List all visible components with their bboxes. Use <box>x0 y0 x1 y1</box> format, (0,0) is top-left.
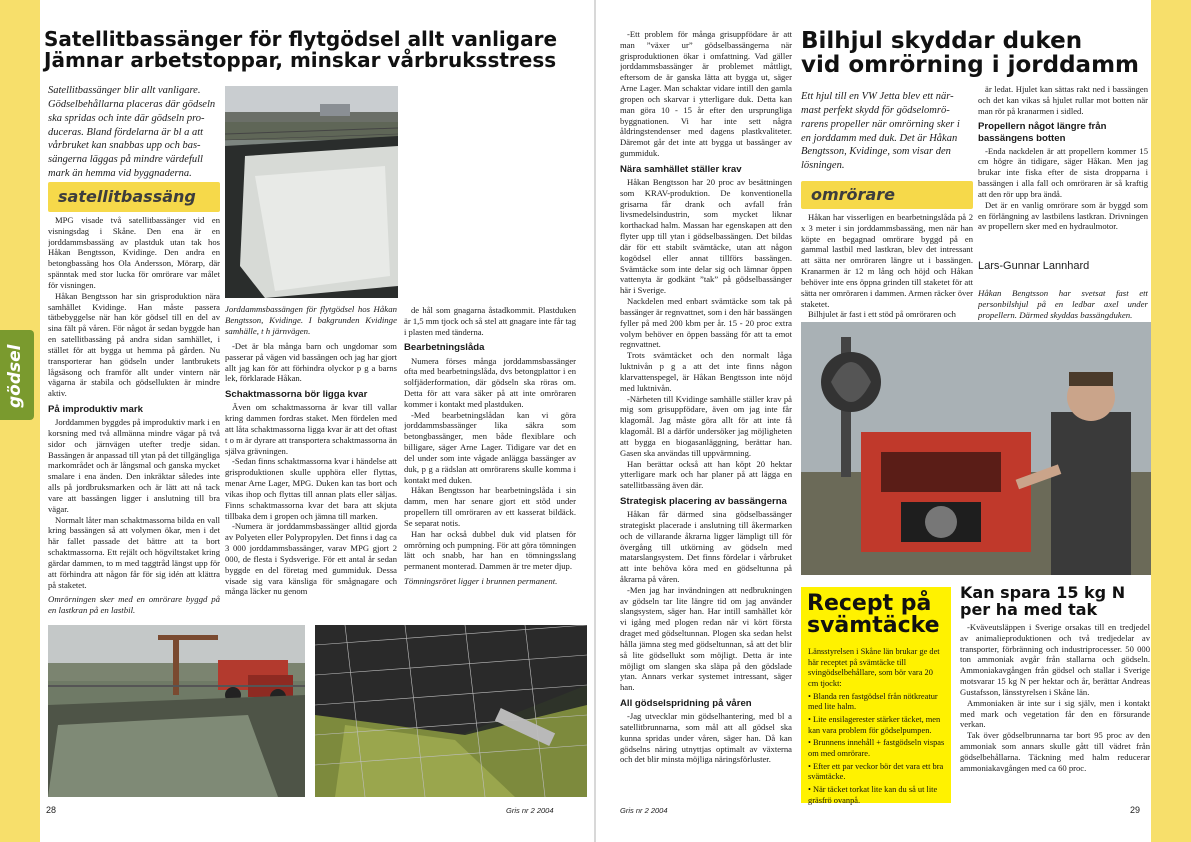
paragraph: -Ett problem för många grisuppfödare är att man ”växer ur” gödselbassängerna när grisproduktionen ökar i omfattning. Vad gäller jorddammsbassänger är problemet måttligt, eftersom de är ganska lätta att bygga ut, säger Arne Lager. Man schaktar vidare intill den gamla gropen och skarvar i ytterligare duk. Detta kan man göra 10 - 15 år efter den ursprungliga byggnationen. Vi har inte sett några åldringstendenser med dagens plastkvaliteter. Däremot går det inte att bygga ut bassänger av gummiduk. <box>620 29 792 159</box>
recept-item: • När täcket torkat lite kan du så ut lite gräsfrö ovanpå. <box>808 785 938 805</box>
photo-omrorare-hjul <box>801 322 1151 575</box>
recept-body <box>808 647 945 808</box>
lead-line: Bengtsson, Kvidinge, som visar den <box>801 146 951 158</box>
paragraph: Ammoniaken är inte sur i sig själv, men i kontakt med mark och vegetation får den en försurande verkan. <box>960 697 1150 730</box>
recept-intro: Länsstyrelsen i Skåne län brukar ge det här receptet på svämtäcke till svingödselbehållare, som bör vara 20 cm tjockt: <box>808 647 940 689</box>
recept-item: • Brunnens innehåll + fastgödseln vispas om med omrörare. <box>808 738 945 759</box>
section-tab-godsel <box>0 330 34 420</box>
lead-line: Satellitbassänger blir allt vanligare. <box>48 85 201 96</box>
paragraph: Bilhjulet är fast i ett stöd på omröraren och <box>808 309 956 320</box>
subheading: All gödselspridning på våren <box>620 698 752 710</box>
paragraph: Håkan Bengtsson har bearbetningslåda i sin damm, men har senare gjort ett stöd under propellern till omröraren av ett kasserat bildäck. Se separat notis. <box>404 485 576 528</box>
photo-omrorare-hjul-image <box>801 322 1151 575</box>
right-headline-line-2: vid omrörning i jorddamm <box>801 52 1140 79</box>
paragraph: -Med bearbetningslådan kan vi göra jorddammsbassänger lika säkra som betongbassänger, men både flexiblare och billigare, säger Arne Lager. Tidigare var det en del under som inte vågade anlägga bassänger av duk, p g a rädslan att omrörarens skulle komma i kontakt med duken. <box>404 409 576 485</box>
paragraph: -Kväveutsläppen i Sverige orsakas till en tredjedel av animalieproduktionen och två tredjedelar av transporter, förbränning och industriprocesser. 50 000 ton ammoniak avgår från stallarna och gödseln. Ammoniakavgången från gödsel och stallar i Sverige motsvarar 15 kg N per hektar och år, berättar Andreas Gustafsson, länsstyrelsen i Skåne län. <box>960 622 1150 697</box>
photo-caption: Håkan Bengtsson har svetsat fast ett personbilshjul på en ledbar axel under propellern. Därmed skyddas bassängduken. <box>978 288 1148 320</box>
section-tab-label: gödsel <box>5 344 25 408</box>
left-headline-line-1: Satellitbassänger för flytgödsel allt vanligare <box>44 27 558 51</box>
paragraph: är ledat. Hjulet kan sättas rakt ned i bassängen och det kan vikas så hjulet rullar mot botten när man rör på kranarmen i sidled. <box>978 84 1148 116</box>
paragraph: Nackdelen med enbart svämtäcke som tak på bassänger är regnvattnet, som i den här bassängen fyller på med 200 kbm per år. 15 - 20 proc extra volym behöver en öppen bassäng för att ta emot regnvattnet. <box>620 296 792 350</box>
footer-right: Gris nr 2 2004 <box>620 806 668 815</box>
lead-line: rarens propeller när omrörning sker i <box>801 118 960 130</box>
right-lead <box>801 90 973 173</box>
paragraph: Det är en vanlig omrörare som är byggd som en förlängning av lastbilens lastkran. Drivningen av propellern sker med en hydraulmotor. <box>978 199 1148 232</box>
recept-item: • Blanda ren fastgödsel från nötkreatur med lite halm. <box>808 691 938 712</box>
paragraph: Håkan Bengtsson har 20 proc av besättningen som KRAV-produktion. De konventionella grisarna får drank och avfall från livsmedelsindustrin, som mycket liknar korthackad halm. Massan har egenskapen att den flyter upp till ytan i gödselbassängen. Det bildas där för ett stabilt svämtäcke, utan att någon kogödsel eller annat tillförs bassängen. Svämtäcke som inte delar sig och lämnar öppen vattenyta är godkänt ”tak” på gödselbassänger här i Sverige. <box>620 176 792 296</box>
tag-label: satellitbassäng <box>58 187 196 206</box>
kan-spara-headline <box>960 585 1150 619</box>
paragraph: Numera förses många jorddammsbassänger ofta med bearbetningslåda, dvs betongplattor i en solfjäderformation, där gödseln ska röras om. Detta för att vara säker på att inte omröraren kommer i kontakt med plastduken. <box>404 355 576 409</box>
recept-title-line-2: svämtäcke <box>807 613 940 639</box>
paragraph: Normalt låter man schaktmassorna bilda en vall kring bassängen så att volymen ökar, men i det här fallet passade det bättre att ta bort schaktmassorna. Ett rejält och högviltstaket kring gärdar dammen, to m med taggtråd längst upp för att förhindra att någon får för sig idén att klättra på staketet. <box>48 514 220 590</box>
paragraph: Håkan har visserligen en bearbetningslåda på 2 x 3 meter i sin jorddammsbassäng, men när han köpte en begagnad omrörare byggd på en gammal lastbil med lastkran, blev det intressant att sätta ner omröraren längre ut i bassängen. Kranarmen är 12 m lång och höjd och Håkan behöver inte ens öppna grinden till staketet för att sätta ner omröraren i dammen. Armen räcker över staketet. <box>801 212 973 309</box>
recept-title <box>807 593 940 638</box>
paragraph: -Det är bla många barn och ungdomar som passerar på vägen vid bassängen och jag har gjort allt jag kan för att förhindra olyckor p g a barns lek, förklarade Håkan. <box>225 340 397 384</box>
paragraph: -Jag utvecklar min gödselhantering, med bl a satellitbrunnarna, som mål att all gödsel ska kunna spridas under våren, säger han. Då kan gödselns näring utnyttjas optimalt av växterna och det blir minsta möjliga näringsförluster. <box>620 711 792 765</box>
subheading: Strategisk placering av bassängerna <box>620 495 787 507</box>
subheading: Bearbetningslåda <box>404 342 485 354</box>
paragraph: Jorddammen byggdes på improduktiv mark i en korsning med två allmänna mindre vägar på två sidor och järnvägen utefter tredje sidan. Bassängen är anpassad till ytan på det tillgängliga markområdet och är långsmal och ganska mycket smalare i ena änden. Den inkräktar således inte alls på jordbruksmarken och är lätt att nå tack vare att bassängen ligger i anslutning till bra vägar. <box>48 417 220 514</box>
author-byline: Lars-Gunnar Lannhard <box>978 260 1090 272</box>
photo-truck-basin <box>48 625 305 797</box>
paragraph: Även om schaktmassorna är kvar till vallar kring dammen fordras staket. Men fördelen med att låta schaktmassorna ligga kvar är att det oftast t o m är dyrare att transportera schaktmassorna än själva grävningen. <box>225 402 397 456</box>
left-col-2 <box>225 300 397 620</box>
left-headline-line-2: Jämnar arbetstoppar, minskar vårbruksstress <box>44 48 557 72</box>
paragraph: -Numera är jorddammsbassänger alltid gjorda av Polyeten eller Polypropylen. Det finns i dag ca 3 000 jorddammsbassänger, varav MPG gjort 2 000, de flesta i Sydsverige. För ett antal år sedan byggde en del företag med gummiduk. Dessa visade sig vara känsliga för smågnagare och många läcker nu genom <box>225 521 397 597</box>
recept-item: • Efter ett par veckor bör det vara ett bra svämtäcke. <box>808 761 944 782</box>
right-headline-line-1: Bilhjul skyddar duken <box>801 28 1083 54</box>
recept-item: • Lite ensilagerester stärker täcket, men kan vara problem för gödselpumpen. <box>808 715 941 735</box>
tag-label: omrörare <box>811 185 895 204</box>
subheading: Schaktmassorna bör ligga kvar <box>225 389 368 401</box>
kan-spara-headline-line-2: per ha med tak <box>960 599 1098 619</box>
lead-line: Ett hjul till en VW Jetta blev ett när- <box>801 91 954 102</box>
lead-line: ska spridas och inte där gödseln pro- <box>48 112 205 124</box>
caption: Tömningsröret ligger i brunnen permanent. <box>404 576 558 587</box>
lead-line: mark än hemma vid byggnaderna. <box>48 168 192 180</box>
left-yellow-margin <box>0 0 40 842</box>
kan-spara-body <box>960 622 1150 802</box>
right-col-2-top <box>801 212 973 320</box>
right-yellow-margin <box>1151 0 1191 842</box>
paragraph: de hål som gnagarna åstadkommit. Plastduken är 1,5 mm tjock och så stel att gnagare inte får tag i plasten med tänderna. <box>404 305 576 337</box>
lead-line: sängerna läggas på mindre värdefull <box>48 154 203 166</box>
lead-line: duceras. Bland fördelarna är bl a att <box>48 126 204 138</box>
right-col-1 <box>620 29 792 801</box>
paragraph: Trots svämtäcket och den normalt låga luktnivån p g a att det inte finns någon klarvattenspegel, är Håkan Bengtsson inte nöjd med luktnivån. <box>620 350 792 393</box>
paragraph: -Sedan finns schaktmassorna kvar i händelse att grisproduktionen skulle upphöra eller flyttas, menar Arne Lager, MPG. Duken kan tas bort och vikas ihop och flyttas till annan plats eller säljas. Finns schaktmassorna kvar det bara att skjuta tillbaka dem i gropen och jämna till marken. <box>225 456 397 521</box>
recept-title-line-1: Recept på <box>807 591 932 616</box>
kan-spara-headline-line-1: Kan spara 15 kg N <box>960 583 1126 602</box>
left-headline <box>44 29 584 71</box>
page-number-right: 29 <box>1130 805 1141 815</box>
left-col-3 <box>404 305 576 620</box>
omrorare-tag <box>801 181 973 209</box>
paragraph: Håkan Bengtsson har sin grisproduktion nära samhället Kvidinge. Han måste passera tätbebyggelse när han kör gödsel till en del av sina fält på våren. För något år sedan byggde han en satellitbassäng på andra sidan samhället, i stället för att bygga ut hemma på gården. Nu transporterar han gödseln under lantbrukets lågsäsong och framför allt under vintern när vägarna är stabila och gödsellukten är mindre aktiv. <box>48 290 220 399</box>
right-page <box>596 0 1191 842</box>
paragraph: -Men jag har invändningen att nedbrukningen av gödseln tar lite längre tid om jag använder slangsystem, säger han. Har intill samhället kör vi igång med plogen redan när vi kört första draget med gödseltunnan. Plogen ska sedan helst hålla jämna steg med gödseltunnan, så att det blir så lite gödsellukt som möjligt. Detta är inte möjligt om slangen ska släpa på den gödslade ytan. Annars verkar systemet intressant, säger han. <box>620 584 792 693</box>
paragraph: Han berättar också att han köpt 20 hektar ytterligare mark och har planer på att lägga en satellitbassäng även där. <box>620 458 792 491</box>
paragraph: Håkan får därmed sina gödselbassänger strategiskt placerade i anslutning till åkermarken och de villarande åkrarna ligger lämpligt till för övergång till utkörning av gödseln med matarslangsystem. Det finns fördelar i vårbruket att inte behöva köra med en gödseltunna på åkrarna på våren. <box>620 509 792 584</box>
right-headline <box>801 29 1146 77</box>
paragraph: Han har också dubbel duk vid platsen för omrörning och pumpning. För att göra tömningen lätt och snabb, har han en tömningsslang permanent monterad. Dammen är tre meter djup. <box>404 528 576 572</box>
subheading: Propellern något längre från bassängens botten <box>978 121 1107 144</box>
page-number-left: 28 <box>46 805 57 815</box>
paragraph: MPG visade två satellitbassänger vid en visningsdag i Skåne. Den ena är en jorddammsbassäng av plastduk utan tak hos Håkan Bengtsson, Kvidinge. Den andra en betongbassäng hos Ola Andersson, Mörarp, där spänntak med stor lucka för omrörare var målet för visningen. <box>48 215 220 290</box>
lead-line: mast perfekt skydd för gödselomrö- <box>801 104 950 116</box>
subheading: Nära samhället ställer krav <box>620 163 742 175</box>
satellitbassang-tag <box>48 182 220 212</box>
lead-line: Gödselbehållarna placeras där gödseln <box>48 98 216 110</box>
recept-box <box>801 587 951 803</box>
lead-line: vårbruket kan snabbas upp och bas- <box>48 140 201 152</box>
photo-truck-basin-image <box>48 625 305 797</box>
right-col-3-top <box>978 84 1148 254</box>
paragraph: -Närheten till Kvidinge samhälle ställer krav på mig som grisuppfödare, även om jag inte får klagomål. Jag måste göra allt för att inte få klagomål. Bl a därför undersöker jag möjligheten att bygga en biogasanläggning, berättar han. Gasen ska användas till uppvärmning. <box>620 393 792 458</box>
footer-left: Gris nr 2 2004 <box>506 806 554 815</box>
paragraph: -Enda nackdelen är att propellern kommer 15 cm högre än tidigare, säger Håkan. Men jag brukar inte fiska efter de sista dropparna i bassängen i alla fall och omröraren är så kraftig att den rör upp bra ändå. <box>978 145 1148 199</box>
left-lead <box>48 84 222 181</box>
photo-jorddamm <box>225 86 398 298</box>
subheading: På improduktiv mark <box>48 404 143 416</box>
photo-pipe-image <box>315 625 587 797</box>
photo-pipe <box>315 625 587 797</box>
lead-line: en jorddamm med duk. Det är Håkan <box>801 132 958 144</box>
caption: Omrörningen sker med en omrörare byggd på en lastkran på en lastbil. <box>48 594 220 615</box>
right-photo-caption-box <box>978 284 1148 324</box>
paragraph: Tak över gödselbrunnarna tar bort 95 proc av den ammoniak som annars skulle gått till vädret från gödselbehållarna. Täckning med halm reducerar ammoniakavgången med ca 60 proc. <box>960 730 1150 773</box>
left-col-1 <box>48 215 220 615</box>
photo-caption: Jorddammsbassängen för flytgödsel hos Håkan Bengtsson, Kvidinge. I bakgrunden Kvidinge samhälle, t h järnvägen. <box>225 304 397 336</box>
photo-jorddamm-image <box>225 86 398 298</box>
lead-line: lösningen. <box>801 160 845 172</box>
